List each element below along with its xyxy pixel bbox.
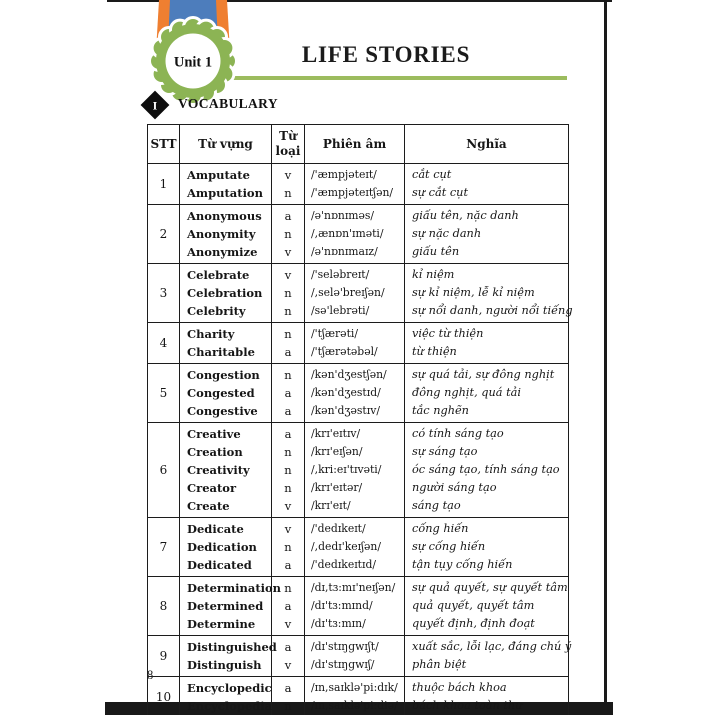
word-text: Creator <box>187 481 237 495</box>
pos-text: a <box>284 209 292 223</box>
word-cell <box>180 423 272 518</box>
word-text: Charitable <box>187 345 255 359</box>
ipa-text: /kən'dʒestɪd/ <box>311 386 381 399</box>
pos-text: v <box>284 245 292 259</box>
word-cell <box>180 164 272 205</box>
word-text: Distinguished <box>187 640 277 654</box>
ipa-text: /ə'nɒnɪməs/ <box>311 209 375 222</box>
pos-text: a <box>284 599 292 613</box>
column-header: Từ loại <box>272 125 305 164</box>
meaning-cell <box>405 577 569 636</box>
meaning-text: tận tụy cống hiến <box>412 558 513 571</box>
ipa-cell <box>305 323 405 364</box>
ipa-text: /kən'dʒestʃən/ <box>311 368 387 381</box>
pos-text: n <box>284 481 292 495</box>
pos-text: a <box>284 404 292 418</box>
meaning-text: quyết định, định đoạt <box>412 617 535 630</box>
meaning-cell <box>405 423 569 518</box>
ipa-text: /ə'nɒnɪmaɪz/ <box>311 245 378 258</box>
pos-text: v <box>284 617 292 631</box>
meaning-cell <box>405 323 569 364</box>
pos-cell <box>272 677 305 715</box>
meaning-cell <box>405 364 569 423</box>
column-header: STT <box>148 125 180 164</box>
stt-cell: 5 <box>148 364 180 423</box>
pos-text: n <box>284 304 292 318</box>
table-row <box>148 205 569 264</box>
word-cell <box>180 364 272 423</box>
word-cell <box>180 577 282 636</box>
word-text: Dedicate <box>187 522 244 536</box>
ipa-cell <box>305 636 405 677</box>
pos-cell <box>272 264 305 323</box>
pos-text: a <box>284 427 292 441</box>
ipa-text: /krɪ'eɪʃən/ <box>311 445 363 458</box>
word-text: Encyclopedic <box>187 681 272 695</box>
meaning-text: phân biệt <box>412 658 467 671</box>
stt-cell: 4 <box>148 323 180 364</box>
word-text: Amputation <box>187 186 263 200</box>
word-text: Amputate <box>187 168 250 182</box>
word-text: Celebration <box>187 286 263 300</box>
ipa-text: /'dedɪkeɪt/ <box>311 522 366 535</box>
word-text: Determination <box>187 581 282 595</box>
word-cell <box>180 518 272 577</box>
table-header-row <box>148 125 569 164</box>
word-text: Create <box>187 499 230 513</box>
ipa-cell <box>305 423 405 518</box>
ipa-text: /dɪ'stɪŋgwɪʃt/ <box>311 640 379 653</box>
word-cell <box>180 677 272 715</box>
ipa-cell <box>305 518 405 577</box>
ipa-text: /,ænɒn'ɪməti/ <box>311 227 384 240</box>
column-header: Phiên âm <box>305 125 405 164</box>
ipa-text: /'tʃærətəbəl/ <box>311 345 378 358</box>
ipa-text: /'tʃærəti/ <box>311 327 359 340</box>
ipa-cell <box>305 577 405 636</box>
ipa-text: /dɪ,tɜ:mɪ'neɪʃən/ <box>311 581 396 594</box>
unit-badge-label: Unit 1 <box>173 54 213 71</box>
meaning-text: người sáng tạo <box>412 481 497 494</box>
meaning-text: sự quả quyết, sự quyết tâm <box>412 581 568 594</box>
stt-cell: 10 <box>148 677 180 715</box>
table-row <box>148 577 569 636</box>
ipa-text: /ɪn,saɪklə'pi:diə/ <box>311 699 398 712</box>
meaning-text: sự kỉ niệm, lễ kỉ niệm <box>412 286 535 299</box>
pos-text: n <box>284 286 292 300</box>
word-text: Encyclopedia <box>187 699 273 713</box>
table-row <box>148 323 569 364</box>
ipa-text: /dɪ'stɪŋgwɪʃ/ <box>311 658 375 671</box>
meaning-text: quả quyết, quyết tâm <box>412 599 535 612</box>
word-cell <box>180 264 272 323</box>
ipa-cell <box>305 677 405 715</box>
pos-text: n <box>284 540 292 554</box>
ipa-text: /'seləbreɪt/ <box>311 268 370 281</box>
vocabulary-table <box>147 124 573 715</box>
table-row <box>148 423 569 518</box>
meaning-text: sáng tạo <box>412 499 461 512</box>
pos-text: a <box>284 640 292 654</box>
pos-text: a <box>284 681 292 695</box>
ipa-cell <box>305 164 405 205</box>
vocabulary-table-container <box>147 124 573 715</box>
word-text: Anonymize <box>187 245 258 259</box>
word-text: Congested <box>187 386 255 400</box>
word-text: Congestive <box>187 404 258 418</box>
word-text: Anonymous <box>187 209 262 223</box>
meaning-text: giấu tên, nặc danh <box>412 209 519 222</box>
meaning-text: giấu tên <box>412 245 460 258</box>
word-text: Celebrity <box>187 304 246 318</box>
meaning-text: sự cắt cụt <box>412 186 468 199</box>
meaning-text: sự nặc danh <box>412 227 482 240</box>
pos-text: n <box>284 227 292 241</box>
section-heading: VOCABULARY <box>178 96 279 111</box>
stt-cell: 3 <box>148 264 180 323</box>
meaning-text: thuộc bách khoa <box>412 681 507 694</box>
pos-text: n <box>284 699 292 713</box>
section-numeral: I <box>152 98 158 113</box>
meaning-cell <box>405 264 573 323</box>
ipa-cell <box>305 264 405 323</box>
meaning-text: sự nổi danh, người nổi tiếng <box>412 304 573 317</box>
meaning-text: tắc nghẽn <box>412 404 469 417</box>
stt-cell: 1 <box>148 164 180 205</box>
column-header: Từ vựng <box>180 125 272 164</box>
pos-text: n <box>284 581 292 595</box>
word-text: Charity <box>187 327 235 341</box>
table-row <box>148 518 569 577</box>
meaning-text: sự sáng tạo <box>412 445 478 458</box>
pos-text: n <box>284 445 292 459</box>
stt-cell: 8 <box>148 577 180 636</box>
pos-cell <box>272 364 305 423</box>
pos-text: a <box>284 386 292 400</box>
word-text: Dedication <box>187 540 257 554</box>
word-text: Dedicated <box>187 558 252 572</box>
meaning-cell <box>405 164 569 205</box>
pos-text: v <box>284 499 292 513</box>
ipa-text: /'æmpjəteɪtʃən/ <box>311 186 394 199</box>
photo-right-border <box>604 0 607 715</box>
table-row <box>148 364 569 423</box>
word-text: Determined <box>187 599 264 613</box>
meaning-cell <box>405 518 569 577</box>
pos-cell <box>272 164 305 205</box>
table-row <box>148 264 569 323</box>
word-cell <box>180 636 277 677</box>
table-row <box>148 164 569 205</box>
pos-text: n <box>284 463 292 477</box>
meaning-text: kỉ niệm <box>412 268 455 281</box>
meaning-text: việc từ thiện <box>412 327 484 340</box>
stt-cell: 2 <box>148 205 180 264</box>
ipa-text: /dɪ'tɜ:mɪnd/ <box>311 599 373 612</box>
ipa-text: /'æmpjəteɪt/ <box>311 168 377 181</box>
ipa-text: /,dedɪ'keɪʃən/ <box>311 540 382 553</box>
stt-cell: 6 <box>148 423 180 518</box>
ipa-cell <box>305 205 405 264</box>
word-text: Distinguish <box>187 658 262 672</box>
pos-text: v <box>284 522 292 536</box>
meaning-cell <box>405 205 569 264</box>
column-header: Nghĩa <box>405 125 569 164</box>
word-cell <box>180 205 272 264</box>
meaning-text: xuất sắc, lỗi lạc, đáng chú ý <box>412 640 572 653</box>
meaning-text: có tính sáng tạo <box>412 427 504 440</box>
pos-cell <box>272 423 305 518</box>
ipa-text: /krɪ'eɪtɪv/ <box>311 427 361 440</box>
pos-cell <box>272 323 305 364</box>
word-text: Congestion <box>187 368 260 382</box>
pos-text: v <box>284 658 292 672</box>
meaning-text: bách khoa toàn thư <box>412 699 523 712</box>
meaning-cell <box>405 636 572 677</box>
stt-cell: 9 <box>148 636 180 677</box>
meaning-cell <box>405 677 569 715</box>
pos-text: a <box>284 558 292 572</box>
ipa-cell <box>305 364 405 423</box>
page-number: 8 <box>147 668 154 682</box>
pos-cell <box>272 205 305 264</box>
pos-text: v <box>284 168 292 182</box>
pos-cell <box>272 518 305 577</box>
word-text: Anonymity <box>187 227 256 241</box>
meaning-text: đông nghịt, quá tải <box>412 386 521 399</box>
pos-text: n <box>284 186 292 200</box>
pos-text: a <box>284 345 292 359</box>
word-text: Creation <box>187 445 243 459</box>
pos-text: n <box>284 327 292 341</box>
ipa-text: /,kri:eɪ'tɪvəti/ <box>311 463 382 476</box>
word-text: Celebrate <box>187 268 250 282</box>
word-text: Creative <box>187 427 241 441</box>
meaning-text: sự cống hiến <box>412 540 486 553</box>
word-text: Determine <box>187 617 256 631</box>
table-row <box>148 636 569 677</box>
stt-cell: 7 <box>148 518 180 577</box>
pos-text: v <box>284 268 292 282</box>
ipa-text: /ɪn,saɪklə'pi:dɪk/ <box>311 681 398 694</box>
ipa-text: /kən'dʒəstɪv/ <box>311 404 380 417</box>
ipa-text: /,selə'breɪʃən/ <box>311 286 385 299</box>
ipa-text: /krɪ'eɪtər/ <box>311 481 363 494</box>
pos-text: n <box>284 368 292 382</box>
page-title: LIFE STORIES <box>301 42 471 67</box>
ipa-text: /'dedɪkeɪtɪd/ <box>311 558 376 571</box>
table-row <box>148 677 569 715</box>
meaning-text: cống hiến <box>412 522 469 535</box>
ipa-text: /krɪ'eɪt/ <box>311 499 351 512</box>
meaning-text: óc sáng tạo, tính sáng tạo <box>412 463 560 476</box>
meaning-text: cắt cụt <box>412 168 452 181</box>
ipa-text: /sə'lebrəti/ <box>311 304 370 317</box>
meaning-text: từ thiện <box>412 345 457 358</box>
title-underline-rule <box>231 76 567 80</box>
ipa-text: /dɪ'tɜ:mɪn/ <box>311 617 366 630</box>
word-text: Creativity <box>187 463 250 477</box>
word-cell <box>180 323 272 364</box>
meaning-text: sự quá tải, sự đông nghịt <box>412 368 555 381</box>
